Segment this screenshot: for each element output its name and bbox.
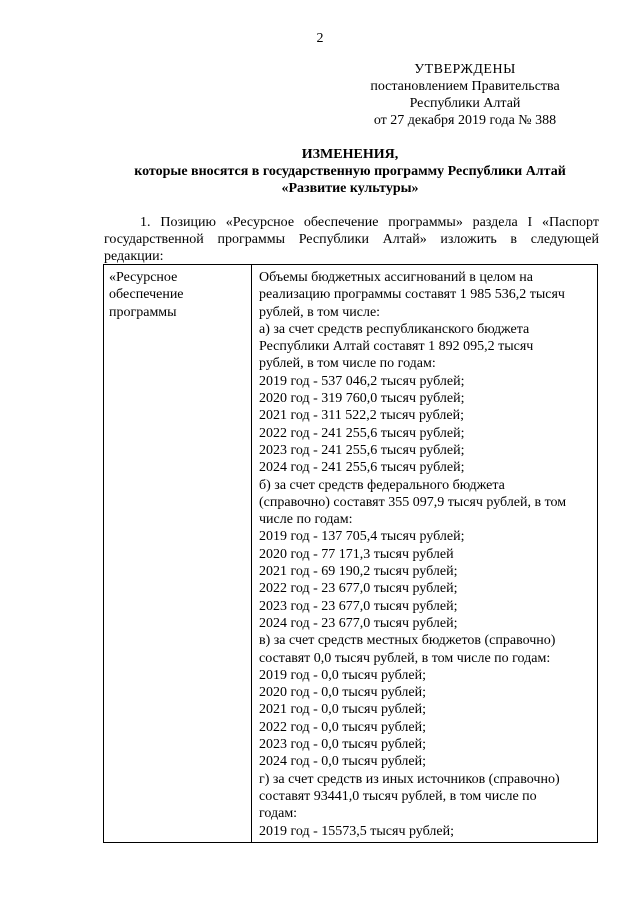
table-line: 2023 год - 23 677,0 тысяч рублей; (259, 598, 458, 614)
table-line: 2019 год - 537 046,2 тысяч рублей; (259, 373, 465, 389)
intro-line: 1. Позицию «Ресурсное обеспечение программы» раздела I «Паспорт (140, 215, 599, 230)
table-line: составят 0,0 тысяч рублей, в том числе по годам: (259, 650, 551, 666)
table-line: 2021 год - 69 190,2 тысяч рублей; (259, 564, 458, 580)
document-heading (60, 146, 640, 197)
approval-line: постановлением Правительства (370, 79, 560, 94)
table-line: 2020 год - 319 760,0 тысяч рублей; (259, 391, 465, 407)
table-line: 2020 год - 77 171,3 тысяч рублей (259, 546, 454, 562)
table-line: обеспечение (109, 287, 184, 303)
table-line: б) за счет средств федерального бюджета (259, 477, 505, 493)
approval-line: Республики Алтай (409, 96, 521, 111)
table-right-cell (252, 265, 597, 842)
table-line: Республики Алтай составят 1 892 095,2 тысяч (259, 339, 534, 355)
resource-table (103, 264, 598, 843)
table-line: «Ресурсное (109, 270, 178, 285)
intro-paragraph (104, 214, 599, 265)
table-line: 2023 год - 0,0 тысяч рублей; (259, 737, 426, 753)
table-line: 2019 год - 137 705,4 тысяч рублей; (259, 529, 465, 545)
table-line: 2022 год - 0,0 тысяч рублей; (259, 719, 426, 735)
table-line: 2022 год - 241 255,6 тысяч рублей; (259, 425, 465, 441)
table-line: Объемы бюджетных ассигнований в целом на (259, 270, 533, 285)
table-line: программы (109, 304, 177, 320)
intro-line: государственной программы Республики Алтай» изложить в следующей (104, 232, 599, 247)
table-line: г) за счет средств из иных источников (справочно) (259, 771, 560, 787)
table-line: числе по годам: (259, 512, 353, 528)
approval-block (330, 61, 600, 129)
heading-title: ИЗМЕНЕНИЯ, (301, 147, 399, 162)
table-line: 2022 год - 23 677,0 тысяч рублей; (259, 581, 458, 597)
table-line: 2024 год - 0,0 тысяч рублей; (259, 754, 426, 770)
table-line: составят 93441,0 тысяч рублей, в том числе по (259, 788, 537, 804)
table-line: годам: (259, 806, 298, 822)
table-line: 2019 год - 15573,5 тысяч рублей; (259, 823, 454, 839)
table-line: рублей, в том числе по годам: (259, 356, 436, 372)
intro-line: редакции: (104, 249, 164, 264)
table-line: 2019 год - 0,0 тысяч рублей; (259, 667, 426, 683)
table-line: рублей, в том числе: (259, 304, 381, 320)
table-line: реализацию программы составят 1 985 536,2 тысяч (259, 287, 565, 303)
table-line: а) за счет средств республиканского бюджета (259, 321, 530, 337)
heading-subtitle: которые вносятся в государственную программу Республики Алтай (134, 164, 566, 179)
heading-program-name: «Развитие культуры» (281, 181, 419, 196)
table-line: 2021 год - 311 522,2 тысяч рублей; (259, 408, 464, 424)
approval-title: УТВЕРЖДЕНЫ (414, 62, 516, 77)
table-line: в) за счет средств местных бюджетов (справочно) (259, 633, 556, 649)
table-line: 2024 год - 23 677,0 тысяч рублей; (259, 615, 458, 631)
table-line: (справочно) составят 355 097,9 тысяч рублей, в том (259, 494, 567, 510)
table-left-cell (104, 265, 252, 842)
table-line: 2024 год - 241 255,6 тысяч рублей; (259, 460, 465, 476)
table-line: 2020 год - 0,0 тысяч рублей; (259, 685, 426, 701)
approval-date-line: от 27 декабря 2019 года № 388 (373, 113, 557, 128)
page-number: 2 (316, 31, 324, 46)
table-line: 2021 год - 0,0 тысяч рублей; (259, 702, 426, 718)
table-line: 2023 год - 241 255,6 тысяч рублей; (259, 442, 465, 458)
